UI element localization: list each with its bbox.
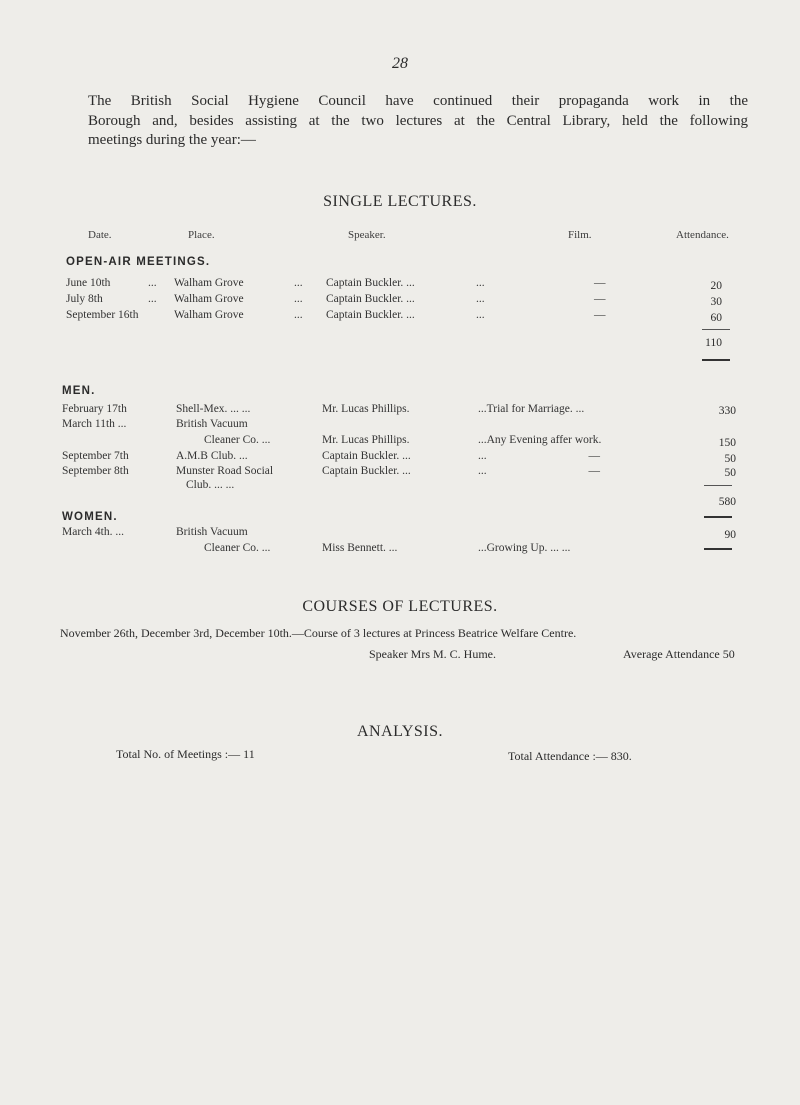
row-place: Cleaner Co. ... <box>204 542 271 554</box>
row-speaker: Captain Buckler. ... <box>326 293 415 305</box>
row-date: September 8th <box>62 465 129 477</box>
row-attendance: 60 <box>710 312 722 324</box>
courses-line: November 26th, December 3rd, December 10th.—Course of 3 lectures at Princess Beatrice Welfare Centre. <box>60 626 577 640</box>
row-dots: ... <box>476 293 485 305</box>
row-place: Cleaner Co. ... <box>204 434 271 446</box>
row-date: March 4th. ... <box>62 526 124 538</box>
row-attendance: 30 <box>710 296 722 308</box>
analysis-title: ANALYSIS. <box>356 723 443 740</box>
row-speaker: Captain Buckler. ... <box>322 465 411 477</box>
row-place: British Vacuum <box>176 418 248 430</box>
row-film: ... — <box>478 465 600 477</box>
row-film: ...Growing Up. ... ... <box>478 542 571 554</box>
col-date: Date. <box>88 229 112 241</box>
row-place: Shell-Mex. ... ... <box>176 403 251 415</box>
row-place: Walham Grove <box>174 293 244 305</box>
subtotal-rule <box>702 329 730 330</box>
row-attendance: 50 <box>724 467 736 479</box>
row-date: March 11th ... <box>62 418 127 430</box>
row-film: ... — <box>478 450 600 462</box>
row-film: ...Any Evening affer work. <box>478 434 602 446</box>
men-total: 580 <box>718 496 736 508</box>
row-speaker: Miss Bennett. ... <box>322 542 398 554</box>
row-attendance: 50 <box>724 453 736 465</box>
row-attendance: 150 <box>718 437 736 449</box>
row-date: February 17th <box>62 403 127 415</box>
row-sep: ... <box>148 293 157 305</box>
row-speaker: Captain Buckler. ... <box>326 309 415 321</box>
row-place: Walham Grove <box>174 277 244 289</box>
row-date: June 10th <box>66 277 111 289</box>
row-place: Munster Road Social <box>176 465 274 477</box>
row-speaker: Mr. Lucas Phillips. <box>322 434 410 446</box>
section-open-air: OPEN-AIR MEETINGS. <box>66 256 211 268</box>
row-sep: ... <box>294 277 303 289</box>
row-date: September 7th <box>62 450 129 462</box>
row-speaker: Captain Buckler. ... <box>322 450 411 462</box>
row-speaker: Mr. Lucas Phillips. <box>322 403 410 415</box>
row-film: — <box>594 293 606 305</box>
row-attendance: 330 <box>718 405 736 417</box>
row-place: Walham Grove <box>174 309 244 321</box>
analysis-total-meetings: Total No. of Meetings :— 11 <box>116 747 255 761</box>
total-rule <box>702 359 730 361</box>
open-air-total: 110 <box>705 337 722 349</box>
section-women: WOMEN. <box>62 511 118 523</box>
row-place: British Vacuum <box>176 526 248 538</box>
courses-title: COURSES OF LECTURES. <box>302 598 498 615</box>
row-speaker: Captain Buckler. ... <box>326 277 415 289</box>
row-dots: ... <box>476 277 485 289</box>
row-attendance: 20 <box>710 280 722 292</box>
intro-paragraph <box>88 92 748 151</box>
page-number: 28 <box>392 55 408 72</box>
row-film: ...Trial for Marriage. ... <box>478 403 585 415</box>
row-dots: ... <box>476 309 485 321</box>
row-date: September 16th <box>66 309 139 321</box>
row-sep: ... <box>294 309 303 321</box>
col-speaker: Speaker. <box>348 229 386 241</box>
courses-average-attendance: Average Attendance 50 <box>623 647 735 661</box>
single-lectures-title: SINGLE LECTURES. <box>323 193 477 210</box>
total-rule <box>704 516 732 518</box>
intro-line: meetings during the year:— <box>88 132 256 148</box>
col-attendance: Attendance. <box>676 229 729 241</box>
intro-line: Borough and, besides assisting at the two lectures at the Central Library, held the following <box>88 112 748 129</box>
row-film: — <box>594 277 606 289</box>
row-sep: ... <box>294 293 303 305</box>
analysis-total-attendance: Total Attendance :— 830. <box>508 749 632 763</box>
subtotal-rule <box>704 485 732 486</box>
total-rule <box>704 548 732 550</box>
row-date: July 8th <box>66 293 103 305</box>
courses-speaker: Speaker Mrs M. C. Hume. <box>369 647 496 661</box>
row-sep: ... <box>148 277 157 289</box>
row-place: Club. ... ... <box>186 479 235 491</box>
intro-line: The British Social Hygiene Council have continued their propaganda work in the <box>88 93 748 109</box>
col-film: Film. <box>568 229 592 241</box>
row-place: A.M.B Club. ... <box>176 450 248 462</box>
col-place: Place. <box>188 229 215 241</box>
section-men: MEN. <box>62 385 96 397</box>
row-attendance: 90 <box>724 529 736 541</box>
row-film: — <box>594 309 606 321</box>
